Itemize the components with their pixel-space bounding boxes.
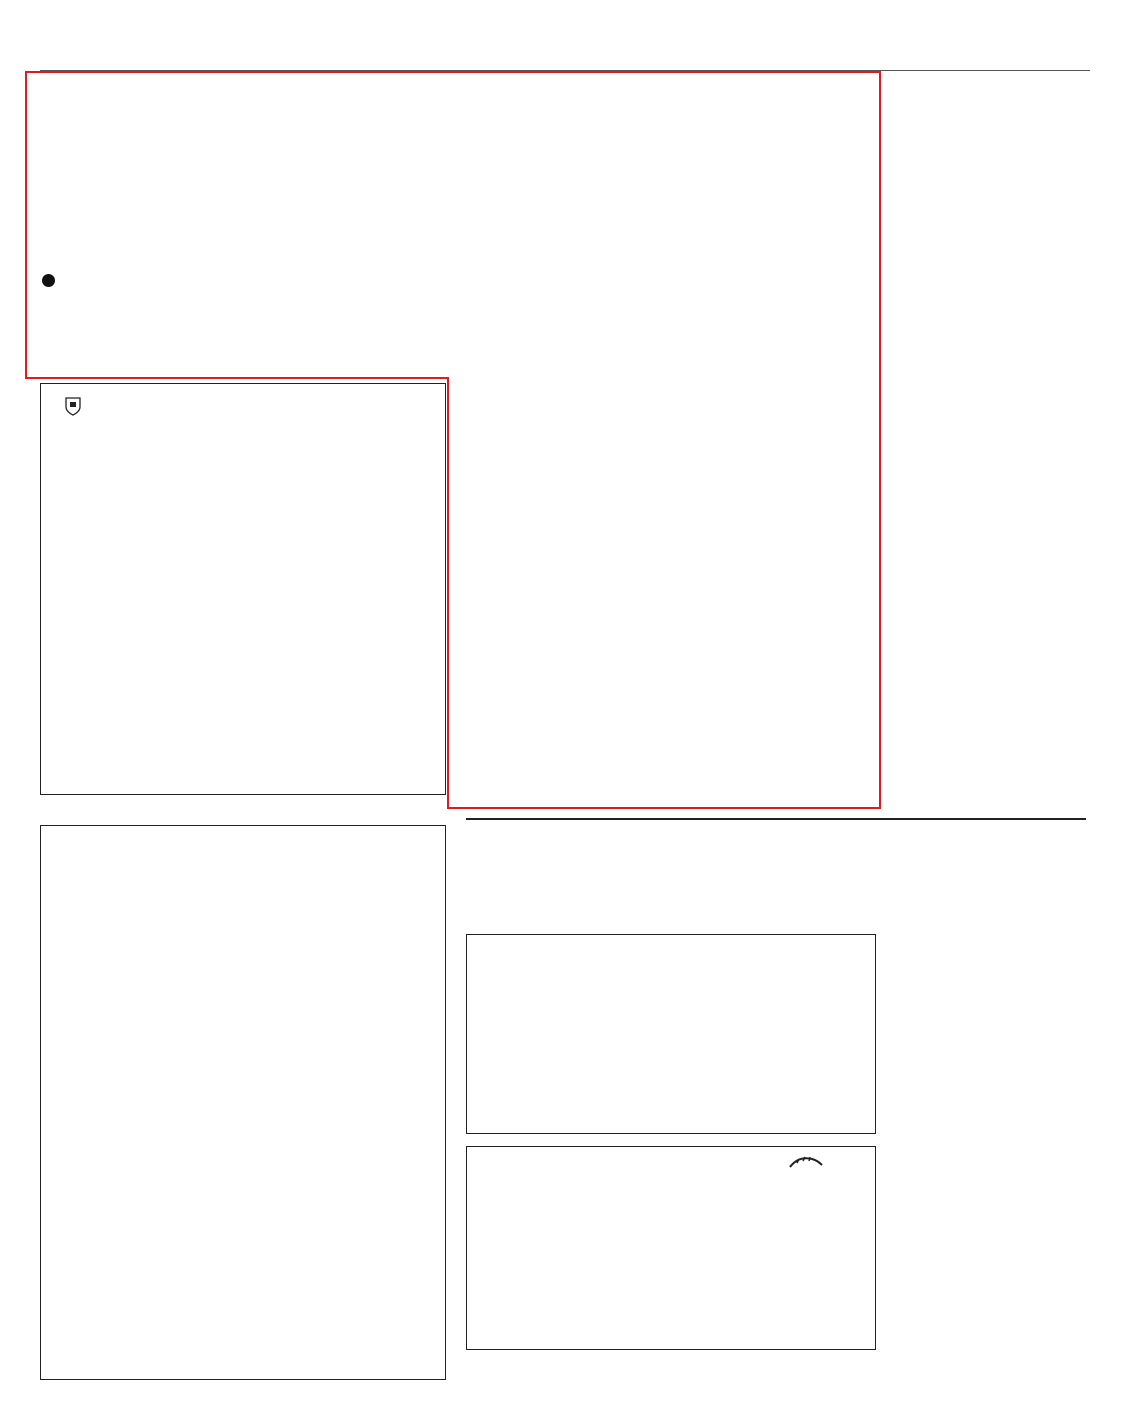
page-header [40,50,1090,70]
aviomar-edicto [466,934,876,1134]
highlight-box-step [25,377,449,379]
foncep-block-bottom [40,825,446,1380]
ecopetrol-edicto [466,1146,876,1350]
shield-icon [64,396,82,416]
foncep-block-top [40,383,446,795]
highlight-box-top [25,71,881,379]
foncep-header [41,384,445,436]
bullet-icon [42,274,55,287]
coca-rule [466,818,1086,820]
deck [42,273,874,291]
iguana-icon [789,1153,823,1169]
alcaldia-logo [53,396,93,418]
highlight-box-bottom [447,377,881,809]
aviomar-body [467,938,875,942]
